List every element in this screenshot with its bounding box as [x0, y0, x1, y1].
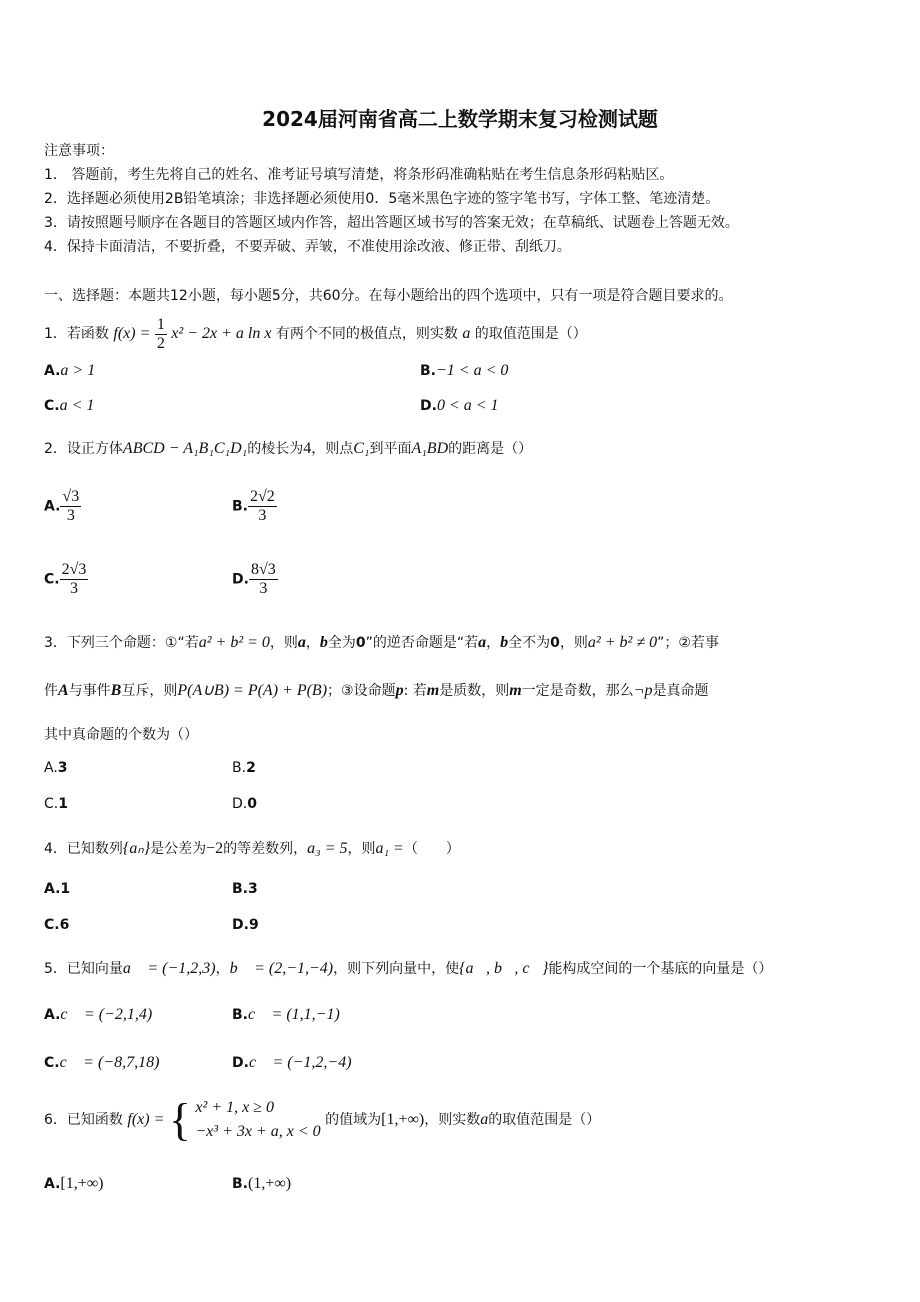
q2-option-b-den: 3	[258, 507, 267, 524]
q4-option-b-value: 3	[248, 881, 258, 897]
question-5-stem	[44, 958, 772, 978]
q2-text-3: 到平面	[369, 441, 412, 457]
q3-l2-b: 与事件	[68, 683, 111, 699]
q5-vector-a: a⃗ = (−1,2,3)	[122, 960, 216, 977]
q3-l2-g: 一定是奇数，那么	[521, 683, 634, 699]
q5-number: 5．已知向量	[44, 961, 123, 977]
q5-option-b-value: c⃗ = (1,1,−1)	[248, 1006, 340, 1023]
q3-comma-1: ，	[305, 635, 320, 651]
q6-option-a-value: [1,+∞)	[60, 1175, 104, 1192]
q2-option-a-num: √3	[62, 488, 80, 505]
q3-var-m: m	[426, 682, 440, 699]
q6-text-3: 的取值范围是（）	[488, 1112, 601, 1128]
q5-option-c[interactable]	[44, 1054, 159, 1072]
q1-option-d-value: 0 < a < 1	[436, 397, 499, 414]
q6-option-b-label: B.	[232, 1176, 248, 1192]
q3-var-b: b	[319, 634, 328, 651]
q2-option-d-num: 8√3	[250, 561, 276, 578]
q5-vector-set: {a⃗, b⃗, c⃗}	[459, 960, 549, 977]
question-4-stem	[44, 838, 460, 858]
q1-option-c[interactable]	[44, 397, 94, 415]
q6-case-1: x² + 1, x ≥ 0	[195, 1099, 274, 1116]
q3-l1-c: 全为	[327, 635, 356, 651]
q4-text-2: 的等差数列，	[223, 841, 308, 857]
q3-option-d-value: 0	[247, 796, 257, 812]
q4-option-c-label: C.	[44, 917, 60, 933]
q3-event-a: A	[58, 682, 69, 699]
q5-option-a[interactable]	[44, 1006, 152, 1024]
q5-text-1: ，则下列向量中，使	[333, 961, 460, 977]
q6-option-b[interactable]	[232, 1175, 291, 1193]
q3-eq-2: a² + b² ≠ 0	[587, 634, 658, 651]
q2-option-c-num: 2√3	[61, 561, 87, 578]
q4-option-a-label: A.	[44, 881, 61, 897]
q6-brace: {	[168, 1094, 191, 1145]
q2-point: C₁	[353, 440, 370, 457]
q6-text-1: 的值域为	[325, 1112, 382, 1128]
q3-l2-a: 件	[44, 683, 58, 699]
q5-option-c-label: C.	[44, 1055, 60, 1071]
q3-option-d[interactable]	[232, 796, 257, 812]
q2-option-d[interactable]	[232, 561, 278, 598]
q1-number: 1．若函数	[44, 326, 109, 342]
q3-l2-h: 是真命题	[652, 683, 709, 699]
q4-option-d[interactable]	[232, 917, 259, 933]
q2-text-4: 的距离是（）	[448, 441, 533, 457]
q3-line-2	[44, 680, 708, 700]
q3-line-3: 其中真命题的个数为（）	[44, 727, 198, 743]
q5-option-b[interactable]	[232, 1006, 340, 1024]
q2-option-a[interactable]	[44, 488, 81, 525]
q4-option-a[interactable]	[44, 881, 70, 897]
q3-option-b[interactable]	[232, 760, 256, 776]
q3-eq-3: P(A∪B) = P(A) + P(B)	[177, 682, 328, 699]
q4-a3: a₃ = 5	[307, 840, 348, 857]
q3-l2-d: ；③设命题	[327, 683, 396, 699]
q1-fraction	[155, 316, 167, 353]
q4-number: 4．已知数列	[44, 841, 123, 857]
q4-option-c[interactable]	[44, 917, 69, 933]
q1-var: a	[462, 325, 471, 342]
q3-comma-2: ，	[486, 635, 501, 651]
q4-text-1: 是公差为	[150, 841, 207, 857]
q3-zero-1: 0	[355, 635, 366, 651]
q3-option-a-value: 3	[57, 760, 68, 776]
q2-option-a-den: 3	[66, 507, 75, 524]
q3-option-b-value: 2	[246, 760, 256, 776]
q3-line-1	[44, 632, 719, 652]
q6-text-2: ，则实数	[424, 1112, 481, 1128]
q4-option-d-value: 9	[248, 917, 259, 933]
q4-text-3: ，则	[347, 841, 376, 857]
q5-option-d-value: c⃗ = (−1,2,−4)	[248, 1054, 352, 1071]
q5-text-2: 能构成空间的一个基底的向量是（）	[548, 961, 773, 977]
q1-frac-den: 2	[156, 334, 165, 352]
q6-range: [1,+∞)	[381, 1111, 425, 1128]
q3-option-b-label: B.	[232, 760, 247, 776]
q3-var-p: p	[395, 682, 404, 699]
q4-sequence: {aₙ}	[122, 840, 151, 857]
q1-option-b-label: B.	[420, 363, 436, 379]
q1-option-b[interactable]	[420, 362, 508, 380]
q1-fx: f(x) =	[113, 325, 151, 342]
q6-case-2: −x³ + 3x + a, x < 0	[195, 1123, 321, 1140]
q2-length: 4	[303, 440, 312, 457]
notice-item-2: 2．选择题必须使用2B铅笔填涂；非选择题必须使用0．5毫米黑色字迹的签字笔书写，字体工整、笔迹清楚。	[44, 191, 720, 207]
q2-cube: ABCD − A₁B₁C₁D₁	[122, 440, 248, 457]
q3-l1-b: ，则	[269, 635, 298, 651]
q2-option-c-den: 3	[69, 580, 78, 597]
q1-text: 有两个不同的极值点，则实数	[275, 326, 458, 342]
q2-option-d-label: D.	[232, 571, 249, 588]
notice-item-4: 4．保持卡面清洁，不要折叠，不要弄破、弄皱，不准使用涂改液、修正带、刮纸刀。	[44, 239, 571, 255]
q2-plane: A₁BD	[411, 440, 449, 457]
q5-separator: ，	[215, 961, 230, 977]
q1-option-c-value: a < 1	[59, 397, 95, 414]
q1-option-a[interactable]	[44, 362, 95, 380]
q5-option-d-label: D.	[232, 1055, 249, 1071]
q6-var: a	[480, 1111, 489, 1128]
q3-option-c-value: 1	[58, 796, 68, 812]
q2-option-b-num: 2√2	[250, 488, 275, 505]
q3-l2-e: : 若	[403, 683, 427, 699]
q3-option-c[interactable]	[44, 796, 68, 812]
q6-number: 6．已知函数	[44, 1112, 123, 1128]
q3-var-a-2: a	[478, 634, 487, 651]
question-6-stem	[44, 1096, 600, 1144]
q2-option-d-den: 3	[259, 580, 268, 597]
q1-expression: x² − 2x + a ln x	[171, 325, 272, 342]
q2-option-c-label: C.	[44, 571, 60, 588]
q4-option-a-value: 1	[60, 881, 71, 897]
q3-l1-e: 全不为	[508, 635, 551, 651]
q3-eq-1: a² + b² = 0	[198, 634, 270, 651]
q6-option-b-value: (1,+∞)	[248, 1175, 292, 1192]
q2-option-b[interactable]	[232, 488, 277, 525]
notice-item-3: 3．请按照题号顺序在各题目的答题区域内作答，超出答题区域书写的答案无效；在草稿纸、试题卷上答题无效。	[44, 215, 739, 231]
q2-option-c[interactable]	[44, 561, 88, 598]
q1-tail: 的取值范围是（）	[474, 326, 587, 342]
q4-option-c-value: 6	[59, 917, 70, 933]
q3-event-b: B	[110, 682, 122, 699]
notice-heading: 注意事项：	[44, 143, 114, 159]
q3-l2-f: 是质数，则	[439, 683, 510, 699]
notice-item-1: 1． 答题前，考生先将自己的姓名、准考证号填写清楚，将条形码准确粘贴在考生信息条形码粘贴区。	[44, 167, 674, 183]
q3-zero-2: 0	[550, 635, 560, 651]
q1-option-b-value: −1 < a < 0	[436, 362, 509, 379]
q3-var-b-2: b	[500, 634, 509, 651]
q6-fx: f(x) =	[127, 1111, 165, 1128]
q1-frac-num: 1	[156, 315, 165, 333]
q3-option-a[interactable]	[44, 760, 68, 776]
q3-option-d-label: D.	[232, 796, 248, 812]
q4-difference: −2	[206, 840, 224, 857]
q1-option-d-label: D.	[420, 398, 437, 414]
q3-l1-f: ，则	[559, 635, 588, 651]
q5-option-a-label: A.	[44, 1007, 61, 1023]
q1-option-d[interactable]	[420, 397, 499, 415]
q2-number: 2．设正方体	[44, 441, 123, 457]
page-title: 2024届河南省高二上数学期末复习检测试题	[262, 107, 658, 131]
q3-option-c-label: C.	[44, 796, 59, 812]
q5-vector-b: b⃗ = (2,−1,−4)	[229, 960, 334, 977]
q5-option-a-value: c⃗ = (−2,1,4)	[60, 1006, 153, 1023]
q6-cases	[195, 1096, 320, 1144]
q2-text-1: 的棱长为	[247, 441, 304, 457]
question-1-stem	[44, 314, 587, 354]
q4-option-d-label: D.	[232, 917, 249, 933]
q3-l2-c: 互斥，则	[121, 683, 178, 699]
q2-option-a-label: A.	[44, 498, 61, 515]
q3-var-a: a	[297, 634, 306, 651]
q4-text-4: （ ）	[403, 841, 460, 857]
q2-option-b-label: B.	[232, 498, 248, 515]
q3-l1-a: 3．下列三个命题：①“若	[44, 635, 199, 651]
q3-option-a-label: A.	[44, 760, 58, 776]
q4-option-b[interactable]	[232, 881, 258, 897]
q6-option-a-label: A.	[44, 1176, 61, 1192]
q6-option-a[interactable]	[44, 1175, 104, 1193]
section-heading: 一、选择题：本题共12小题，每小题5分，共60分。在每小题给出的四个选项中，只有一项是符合题目要求的。	[44, 288, 733, 304]
q1-option-a-label: A.	[44, 363, 61, 379]
q5-option-c-value: c⃗ = (−8,7,18)	[59, 1054, 160, 1071]
q2-text-2: ，则点	[311, 441, 354, 457]
q3-not-p: ¬p	[633, 682, 653, 699]
q5-option-d[interactable]	[232, 1054, 352, 1072]
q4-a1: a₁ =	[375, 840, 404, 857]
q5-option-b-label: B.	[232, 1007, 248, 1023]
q3-var-m-2: m	[509, 682, 522, 699]
q1-option-a-value: a > 1	[60, 362, 96, 379]
q3-l1-g: ”；②若事	[657, 635, 719, 651]
q4-option-b-label: B.	[232, 881, 248, 897]
q1-option-c-label: C.	[44, 398, 60, 414]
q3-l1-d: ”的逆否命题是“若	[365, 635, 479, 651]
question-2-stem	[44, 438, 532, 458]
